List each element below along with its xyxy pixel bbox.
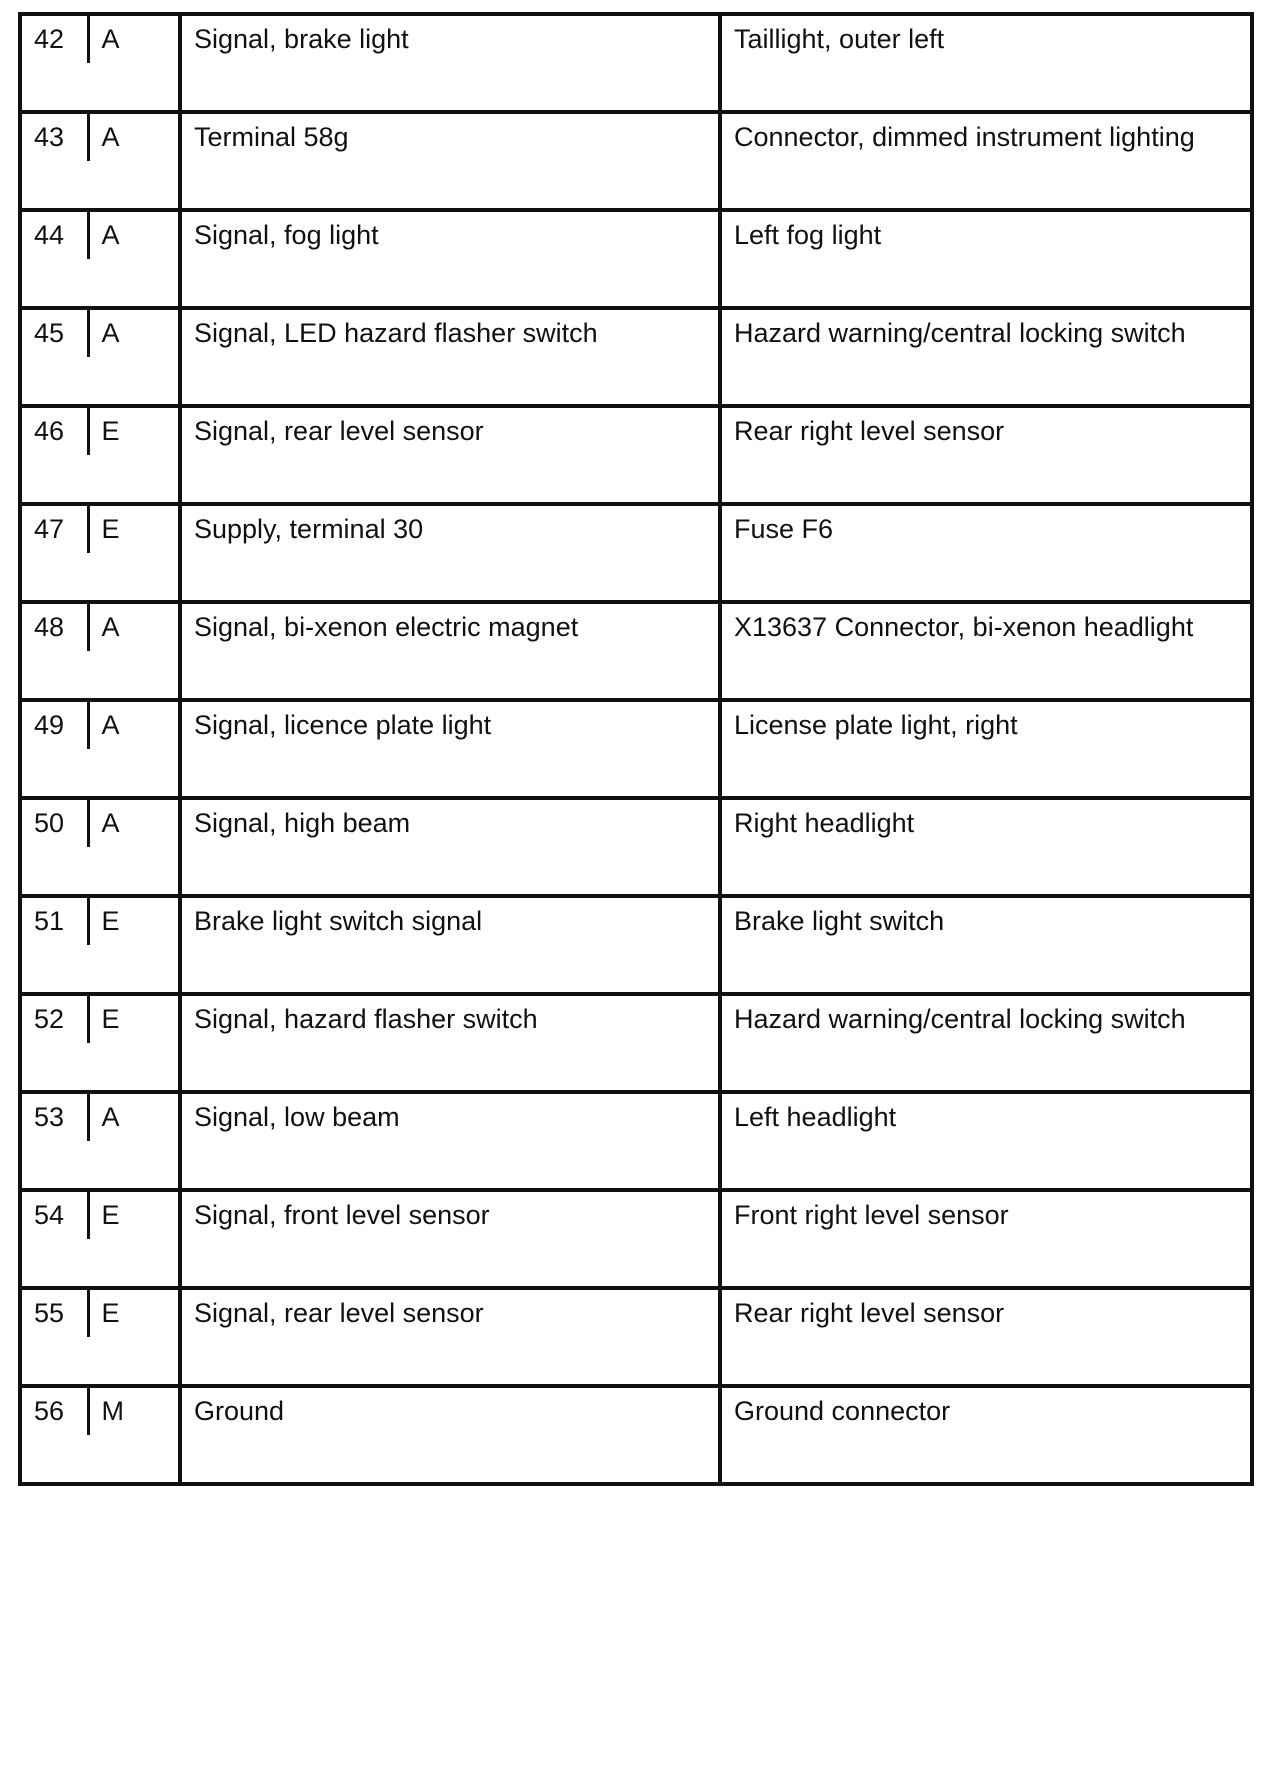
table-row [20,210,1252,259]
spacer-cell-component [720,1435,1252,1484]
table-spacer-row [20,749,1252,798]
spacer-cell-description [180,161,720,210]
spacer-cell-id [20,847,180,896]
pin-component: Rear right level sensor [720,1288,1252,1337]
pin-component: Taillight, outer left [720,14,1252,63]
pin-number: 52 [20,994,88,1043]
spacer-cell-id [20,1239,180,1288]
spacer-cell-id [20,651,180,700]
pin-description: Signal, fog light [180,210,720,259]
table-row [20,1092,1252,1141]
spacer-cell-component [720,749,1252,798]
table-row [20,308,1252,357]
pin-description: Signal, brake light [180,14,720,63]
pin-description: Signal, LED hazard flasher switch [180,308,720,357]
pin-type: A [88,798,180,847]
pin-description: Signal, low beam [180,1092,720,1141]
pin-number: 55 [20,1288,88,1337]
pin-description: Supply, terminal 30 [180,504,720,553]
spacer-cell-id [20,161,180,210]
table-row [20,700,1252,749]
spacer-cell-component [720,847,1252,896]
pin-type: E [88,406,180,455]
table-spacer-row [20,1337,1252,1386]
table-spacer-row [20,847,1252,896]
pin-description: Signal, rear level sensor [180,406,720,455]
spacer-cell-component [720,259,1252,308]
table-row [20,1386,1252,1435]
table-row [20,504,1252,553]
spacer-cell-id [20,945,180,994]
pin-table-body [20,14,1252,1484]
pin-component: Front right level sensor [720,1190,1252,1239]
pin-assignment-table [18,12,1254,1486]
pin-number: 44 [20,210,88,259]
pin-number: 53 [20,1092,88,1141]
table-row [20,602,1252,651]
pin-type: A [88,112,180,161]
pin-type: A [88,308,180,357]
pin-number: 49 [20,700,88,749]
pin-description: Signal, hazard flasher switch [180,994,720,1043]
spacer-cell-component [720,651,1252,700]
pin-type: M [88,1386,180,1435]
pin-description: Signal, licence plate light [180,700,720,749]
table-spacer-row [20,1043,1252,1092]
pin-type: E [88,504,180,553]
table-row [20,14,1252,63]
spacer-cell-description [180,945,720,994]
pin-component: Left headlight [720,1092,1252,1141]
spacer-cell-component [720,553,1252,602]
spacer-cell-id [20,63,180,112]
spacer-cell-description [180,259,720,308]
spacer-cell-id [20,1435,180,1484]
pin-number: 43 [20,112,88,161]
spacer-cell-id [20,1141,180,1190]
spacer-cell-id [20,1043,180,1092]
table-spacer-row [20,651,1252,700]
pin-description: Brake light switch signal [180,896,720,945]
pin-component: Left fog light [720,210,1252,259]
spacer-cell-id [20,553,180,602]
pin-type: A [88,700,180,749]
table-spacer-row [20,945,1252,994]
spacer-cell-component [720,945,1252,994]
table-spacer-row [20,1239,1252,1288]
pin-number: 46 [20,406,88,455]
pin-type: E [88,896,180,945]
pin-number: 47 [20,504,88,553]
pin-component: Brake light switch [720,896,1252,945]
pin-component: Hazard warning/central locking switch [720,308,1252,357]
pin-description: Signal, high beam [180,798,720,847]
spacer-cell-component [720,161,1252,210]
table-row [20,1288,1252,1337]
pin-number: 48 [20,602,88,651]
spacer-cell-component [720,357,1252,406]
pin-type: E [88,1288,180,1337]
table-spacer-row [20,357,1252,406]
pin-type: A [88,210,180,259]
table-spacer-row [20,553,1252,602]
spacer-cell-component [720,1337,1252,1386]
spacer-cell-id [20,749,180,798]
table-row [20,994,1252,1043]
pin-number: 50 [20,798,88,847]
spacer-cell-description [180,1337,720,1386]
spacer-cell-component [720,63,1252,112]
pin-component: Connector, dimmed instrument lighting [720,112,1252,161]
table-row [20,112,1252,161]
pin-component: Rear right level sensor [720,406,1252,455]
spacer-cell-id [20,1337,180,1386]
table-spacer-row [20,161,1252,210]
table-row [20,1190,1252,1239]
table-row [20,406,1252,455]
pin-type: A [88,1092,180,1141]
pin-type: E [88,1190,180,1239]
pin-description: Signal, rear level sensor [180,1288,720,1337]
spacer-cell-id [20,259,180,308]
pin-component: Fuse F6 [720,504,1252,553]
pin-description: Ground [180,1386,720,1435]
pin-number: 42 [20,14,88,63]
spacer-cell-description [180,1141,720,1190]
spacer-cell-description [180,1239,720,1288]
spacer-cell-description [180,749,720,798]
spacer-cell-description [180,553,720,602]
spacer-cell-id [20,455,180,504]
spacer-cell-description [180,1043,720,1092]
pin-component: Ground connector [720,1386,1252,1435]
table-spacer-row [20,1141,1252,1190]
spacer-cell-description [180,357,720,406]
table-spacer-row [20,63,1252,112]
pin-number: 54 [20,1190,88,1239]
pin-type: A [88,602,180,651]
pin-number: 45 [20,308,88,357]
pin-component: X13637 Connector, bi-xenon headlight [720,602,1252,651]
spacer-cell-description [180,455,720,504]
table-spacer-row [20,455,1252,504]
pin-description: Terminal 58g [180,112,720,161]
pin-type: A [88,14,180,63]
spacer-cell-description [180,1435,720,1484]
pin-number: 51 [20,896,88,945]
spacer-cell-component [720,455,1252,504]
pin-component: License plate light, right [720,700,1252,749]
pin-description: Signal, front level sensor [180,1190,720,1239]
table-row [20,896,1252,945]
pin-type: E [88,994,180,1043]
table-spacer-row [20,1435,1252,1484]
pin-component: Right headlight [720,798,1252,847]
spacer-cell-component [720,1239,1252,1288]
spacer-cell-description [180,847,720,896]
spacer-cell-id [20,357,180,406]
spacer-cell-component [720,1043,1252,1092]
table-row [20,798,1252,847]
pin-description: Signal, bi-xenon electric magnet [180,602,720,651]
pin-number: 56 [20,1386,88,1435]
spacer-cell-description [180,63,720,112]
spacer-cell-description [180,651,720,700]
pin-component: Hazard warning/central locking switch [720,994,1252,1043]
spacer-cell-component [720,1141,1252,1190]
table-spacer-row [20,259,1252,308]
